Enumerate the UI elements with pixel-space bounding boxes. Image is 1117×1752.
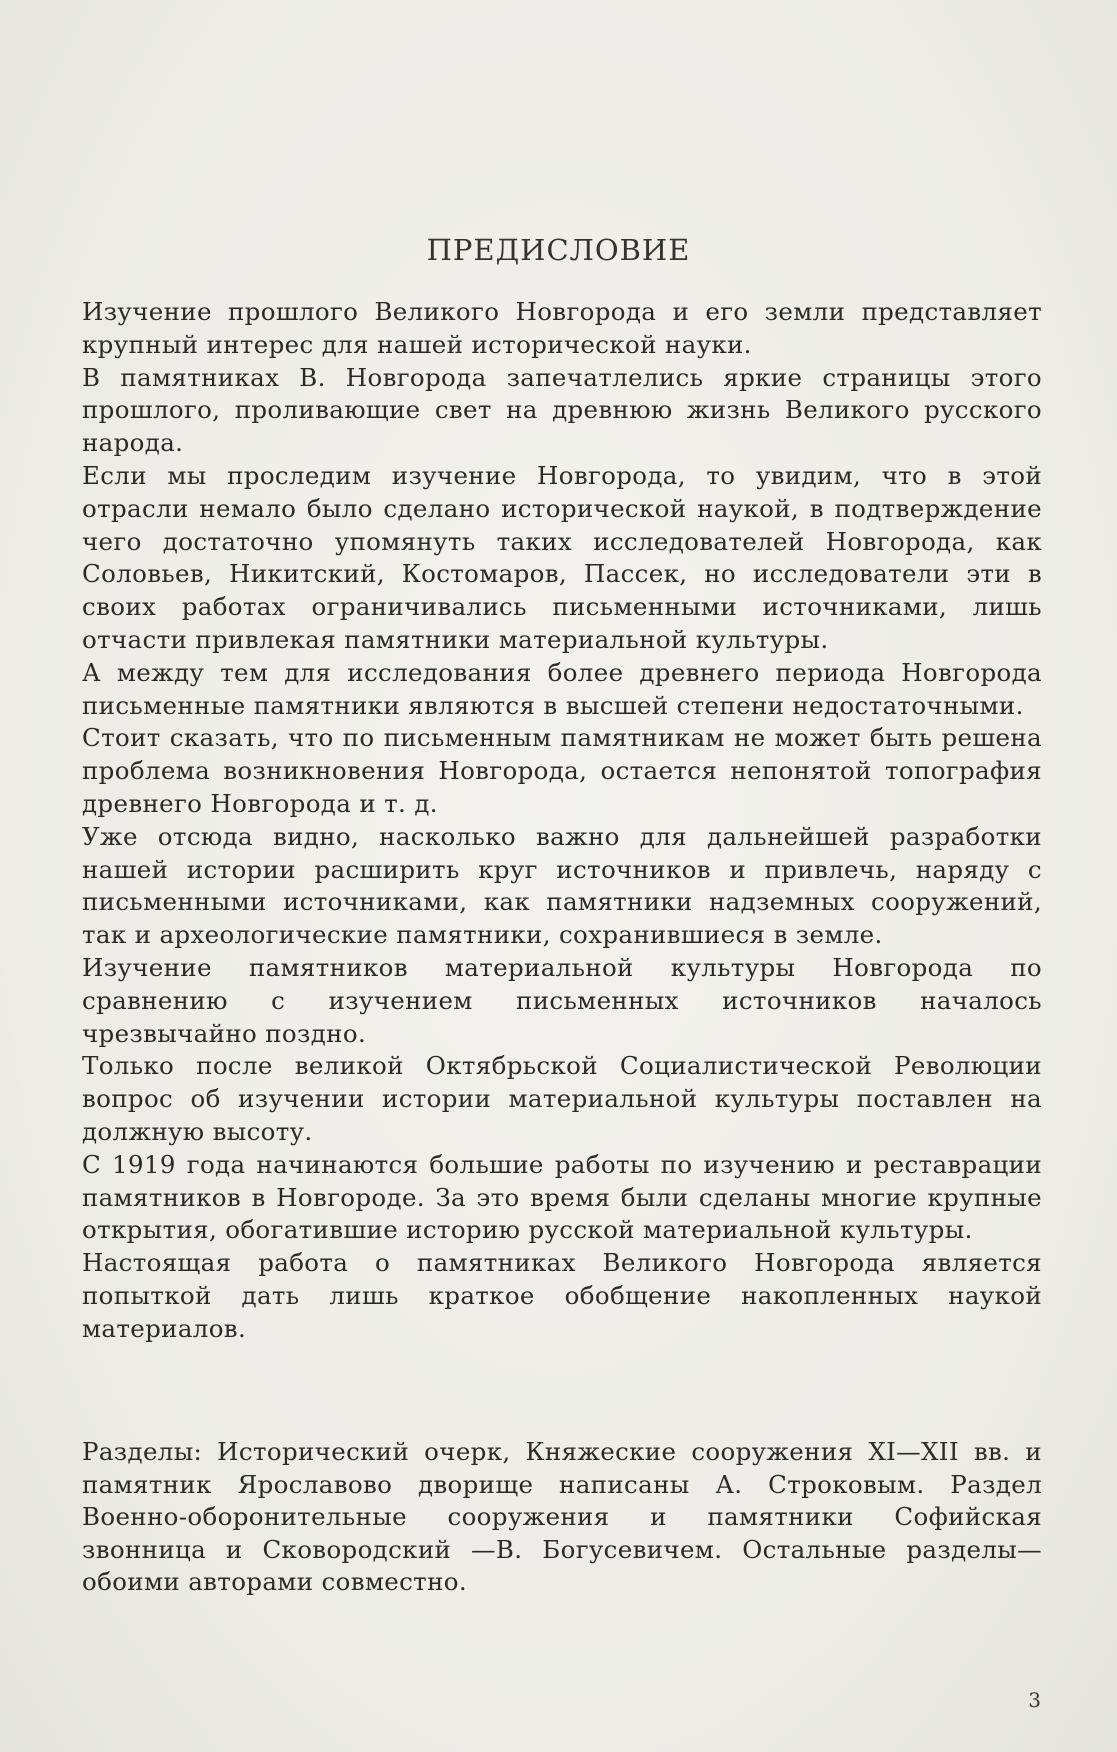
paragraph: А между тем для исследования более древнего периода Новгорода письменные памятники являются в высшей степени недостаточными.	[82, 657, 1042, 720]
paragraph: Уже отсюда видно, насколько важно для дальнейшей разработки нашей истории расширить круг источников и привлечь, наряду с письменными источниками, как памятники надземных сооружений, так и археологические памятники, сохранившиеся в земле.	[82, 821, 1042, 950]
paragraph: Настоящая работа о памятниках Великого Новгорода является попыткой дать лишь краткое обобщение накопленных наукой материалов.	[82, 1248, 1042, 1343]
paragraph: Если мы проследим изучение Новгорода, то увидим, что в этой отрасли немало было сделано исторической наукой, в подтверждение чего достаточно упомянуть таких исследователей Новгорода, как Соловьев, Никитский, Костомаров, Пассек, но исследователи эти в своих работах ограничивались письменными источниками, лишь отчасти привлекая памятники материальной культуры.	[82, 460, 1042, 654]
preface-body	[82, 296, 1042, 1346]
paragraph: Изучение памятников материальной культуры Новгорода по сравнению с изучением письменных источников началось чрезвычайно поздно.	[82, 952, 1042, 1048]
page-heading: ПРЕДИСЛОВИЕ	[426, 233, 691, 267]
paragraph: Только после великой Октябрьской Социалистической Революции вопрос об изучении истории материальной культуры поставлен на должную высоту.	[82, 1051, 1042, 1146]
paragraph: Изучение прошлого Великого Новгорода и его земли представляет крупный интерес для нашей исторической науки.	[82, 297, 1042, 359]
sections-note	[82, 1436, 1042, 1599]
page-number: 3	[1028, 1688, 1041, 1712]
paragraph: В памятниках В. Новгорода запечатлелись яркие страницы этого прошлого, проливающие свет на древнюю жизнь Великого русского народа.	[82, 362, 1042, 458]
sections-note-text: Разделы: Исторический очерк, Княжеские сооружения XI—XII вв. и памятник Ярославово дворище написаны А. Строковым. Раздел Военно-оборонительные сооружения и памятники Софийская звонница и Сковородский —В. Богусевичем. Остальные разделы— обоими авторами совместно.	[82, 1437, 1042, 1596]
paragraph: Стоит сказать, что по письменным памятникам не может быть решена проблема возникновения Новгорода, остается непонятой топография древнего Новгорода и т. д.	[82, 723, 1042, 818]
paragraph: С 1919 года начинаются большие работы по изучению и реставрации памятников в Новгороде. За это время были сделаны многие крупные открытия, обогатившие историю русской материальной культуры.	[82, 1149, 1042, 1245]
